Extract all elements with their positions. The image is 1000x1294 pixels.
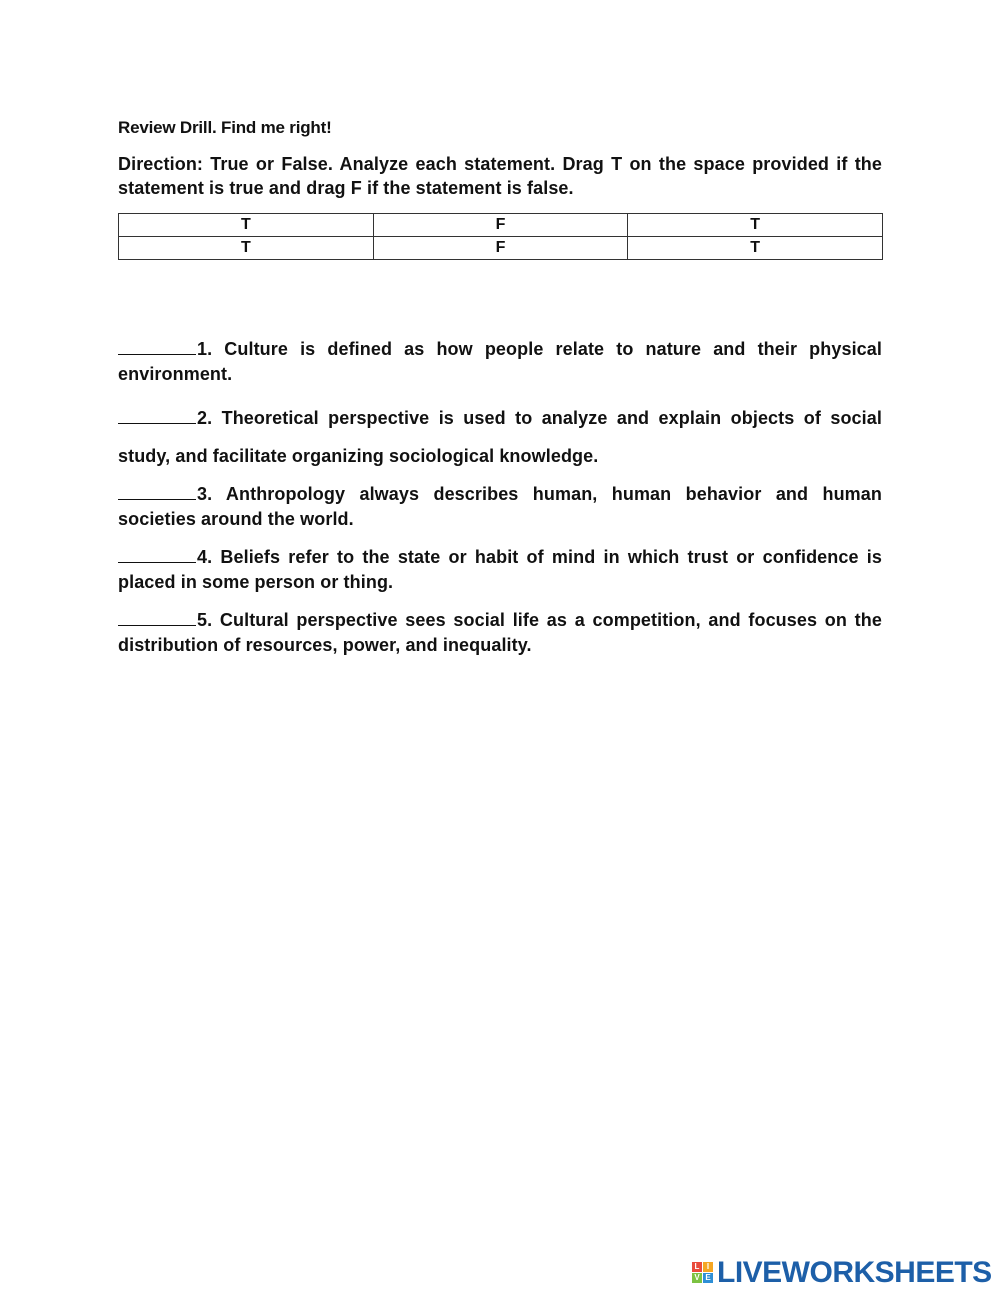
draggable-choice[interactable]: T [119, 214, 374, 237]
statement-list [118, 336, 882, 658]
direction-prefix: Direction: [118, 154, 211, 174]
statement-text: 3. Anthropology always describes human, human behavior and human societies around the world. [118, 484, 882, 529]
statement-item [118, 399, 882, 475]
draggable-choice[interactable]: T [628, 214, 883, 237]
direction-mode: True or False [210, 154, 328, 174]
draggable-choice[interactable]: F [373, 214, 628, 237]
logo-tile-i: I [703, 1262, 713, 1272]
statement-text: 4. Beliefs refer to the state or habit of mind in which trust or confidence is placed in some person or thing. [118, 547, 882, 592]
direction-text-2: on the space provided if the statement is true and drag [118, 154, 882, 198]
draggable-choice[interactable]: F [373, 237, 628, 260]
liveworksheets-logo-icon [692, 1262, 714, 1284]
answer-drop-blank[interactable] [118, 544, 196, 563]
logo-tile-l: L [692, 1262, 702, 1272]
answer-choices-table [118, 213, 883, 260]
answer-drop-blank[interactable] [118, 481, 196, 500]
draggable-choice[interactable]: T [628, 237, 883, 260]
answer-drop-blank[interactable] [118, 607, 196, 626]
choices-row [119, 237, 883, 260]
liveworksheets-logo [692, 1256, 992, 1290]
direction-t: T [611, 154, 623, 174]
direction-text-3: if the statement is false. [361, 178, 574, 198]
worksheet-page [118, 118, 882, 670]
liveworksheets-logo-text: LIVEWORKSHEETS [717, 1256, 992, 1289]
answer-drop-blank[interactable] [118, 405, 196, 424]
statement-text: 1. Culture is defined as how people relate to nature and their physical environment. [118, 339, 882, 384]
logo-tile-e: E [703, 1273, 713, 1283]
direction-text-1: . Analyze each statement. Drag [327, 154, 612, 174]
choices-row [119, 214, 883, 237]
page-title: Review Drill. Find me right! [118, 118, 332, 137]
draggable-choice[interactable]: T [119, 237, 374, 260]
statement-item [118, 607, 882, 658]
statement-text: 2. Theoretical perspective is used to analyze and explain objects of social study, and facilitate organizing sociological knowledge. [118, 408, 882, 466]
direction-f: F [350, 178, 362, 198]
logo-tile-v: V [692, 1273, 702, 1283]
statement-item [118, 544, 882, 595]
answer-drop-blank[interactable] [118, 336, 196, 355]
direction-text [118, 152, 882, 200]
statement-item [118, 481, 882, 532]
statement-text: 5. Cultural perspective sees social life as a competition, and focuses on the distribution of resources, power, and inequality. [118, 610, 882, 655]
statement-item [118, 336, 882, 387]
